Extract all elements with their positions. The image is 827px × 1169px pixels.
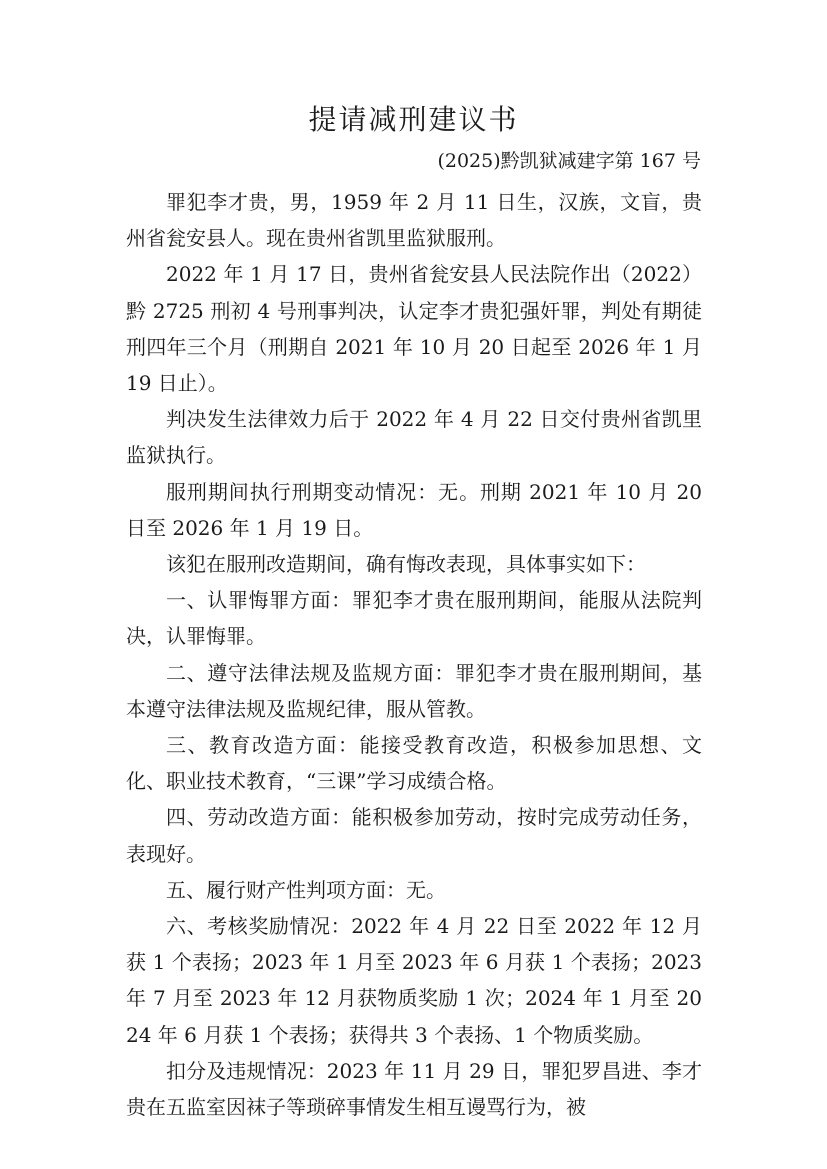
paragraph-execution: 判决发生法律效力后于 2022 年 4 月 22 日交付贵州省凯里监狱执行。	[126, 407, 702, 468]
paragraph-education: 三、教育改造方面：能接受教育改造，积极参加思想、文化、职业技术教育，“三课”学习成绩合格。	[126, 733, 702, 794]
paragraph-repentance-intro: 该犯在服刑改造期间，确有悔改表现，具体事实如下：	[166, 552, 646, 577]
paragraph-criminal-info: 罪犯李才贵，男，1959 年 2 月 11 日生，汉族，文盲，贵州省瓮安县人。现在贵州省凯里监狱服刑。	[126, 190, 702, 251]
paragraph-violations: 扣分及违规情况：2023 年 11 月 29 日，罪犯罗昌进、李才贵在五监室因袜子等琐碎事情发生相互谩骂行为，被	[126, 1058, 702, 1120]
paragraph-judgment: 2022 年 1 月 17 日，贵州省瓮安县人民法院作出（2022）黔 2725 刑初 4 号刑事判决，认定李才贵犯强奸罪，判处有期徒刑四年三个月（刑期自 2021 年 10 月 20 日起至 2026 年 1 月 19 日止）。	[126, 262, 702, 396]
document-title: 提请减刑建议书	[308, 103, 519, 136]
paragraph-admit-guilt: 一、认罪悔罪方面：罪犯李才贵在服刑期间，能服从法院判决，认罪悔罪。	[126, 588, 702, 649]
document-number: (2025)黔凯狱减建字第 167 号	[437, 150, 701, 172]
paragraph-obey-rules: 二、遵守法律法规及监规方面：罪犯李才贵在服刑期间，基本遵守法律法规及监规纪律，服从管教。	[126, 660, 702, 721]
document-body	[126, 184, 702, 1125]
paragraph-property: 五、履行财产性判项方面：无。	[166, 877, 446, 902]
paragraph-rewards: 六、考核奖励情况：2022 年 4 月 22 日至 2022 年 12 月获 1 个表扬；2023 年 1 月至 2023 年 6 月获 1 个表扬；2023 年 7 月至 2023 年 12 月获物质奖励 1 次；2024 年 1 月至 2024 年 6 月获 1 个表扬；获得共 3 个表扬、1 个物质奖励。	[126, 914, 702, 1047]
paragraph-labor: 四、劳动改造方面：能积极参加劳动，按时完成劳动任务，表现好。	[126, 805, 702, 866]
paragraph-sentence-change: 服刑期间执行刑期变动情况：无。刑期 2021 年 10 月 20 日至 2026 年 1 月 19 日。	[126, 479, 702, 540]
